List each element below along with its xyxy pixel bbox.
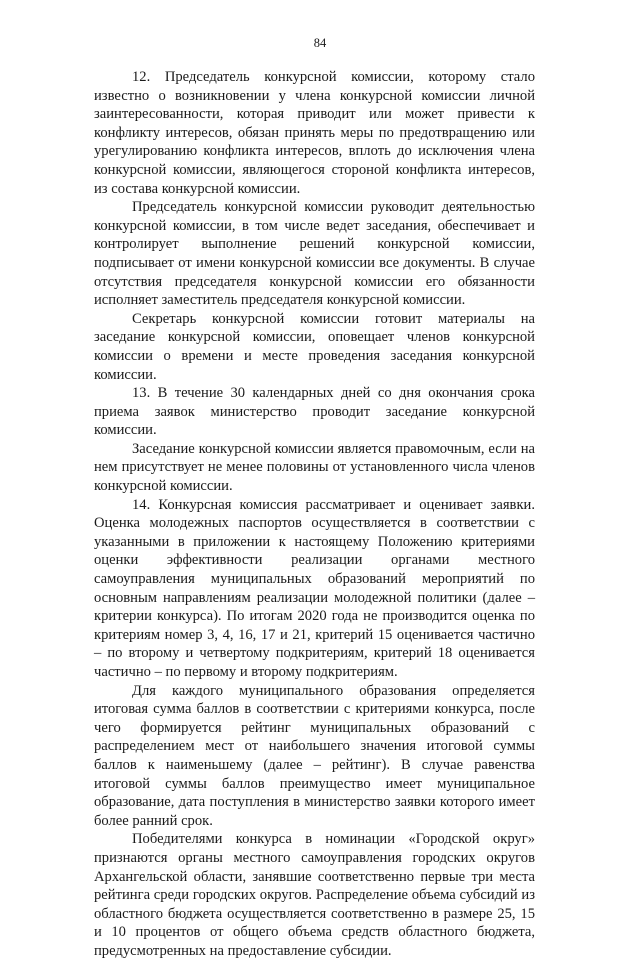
document-body	[94, 68, 535, 961]
paragraph-12-chairman-conflict: 12. Председатель конкурсной комиссии, которому стало известно о возникновении у члена конкурсной комиссии личной заинтересованности, которая приводит или может привести к конфликту интересов, обязан принять меры по предотвращению или урегулированию конфликта интересов, вплоть до исключения члена конкурсной комиссии, являющегося стороной конфликта интересов, из состава конкурсной комиссии.	[94, 69, 535, 197]
page-number: 84	[313, 36, 327, 50]
paragraph-winners: Победителями конкурса в номинации «Городской округ» признаются органы местного самоуправления городских округов Архангельской области, занявшие соответственно первые три места рейтинга среди городских округов. Распределение объема субсидий из областного бюджета осуществляется соответственно в размере 25, 15 и 10 процентов от общего объема средств областного бюджета, предусмотренных на предоставление субсидии.	[94, 831, 535, 959]
paragraph-13-meeting-deadline: 13. В течение 30 календарных дней со дня окончания срока приема заявок министерство проводит заседание конкурсной комиссии.	[94, 385, 535, 439]
paragraph-quorum: Заседание конкурсной комиссии является правомочным, если на нем присутствует не менее половины от установленного числа членов конкурсной комиссии.	[94, 440, 535, 495]
paragraph-14-evaluation: 14. Конкурсная комиссия рассматривает и оценивает заявки. Оценка молодежных паспортов осуществляется в соответствии с указанными в приложении к настоящему Положению критериями оценки эффективности реализации органами местного самоуправления муниципальных образований мероприятий по основным направлениям реализации молодежной политики (далее – критерии конкурса). По итогам 2020 года не производится оценка по критериям номер 3, 4, 16, 17 и 21, критерий 15 оценивается частично – по второму и четвертому подкритериям, критерий 18 оценивается частично – по первому и второму подкритериям.	[94, 496, 535, 680]
paragraph-secretary-duties: Секретарь конкурсной комиссии готовит материалы на заседание конкурсной комиссии, оповещает членов конкурсной комиссии о времени и месте проведения заседания конкурсной комиссии.	[94, 310, 535, 383]
paragraph-chairman-duties: Председатель конкурсной комиссии руководит деятельностью конкурсной комиссии, в том числе ведет заседания, обеспечивает и контролирует выполнение решений конкурсной комиссии, подписывает от имени конкурсной комиссии все документы. В случае отсутствия председателя конкурсной комиссии его обязанности исполняет заместитель председателя конкурсной комиссии.	[94, 199, 535, 309]
paragraph-rating: Для каждого муниципального образования определяется итоговая сумма баллов в соответствии с критериями конкурса, после чего формируется рейтинг муниципальных образований с распределением мест от наибольшего значения итоговой суммы баллов к наименьшему (далее – рейтинг). В случае равенства итоговой суммы баллов преимущество имеет муниципальное образование, дата поступления в министерство заявки которого имеет более ранний срок.	[94, 682, 535, 829]
